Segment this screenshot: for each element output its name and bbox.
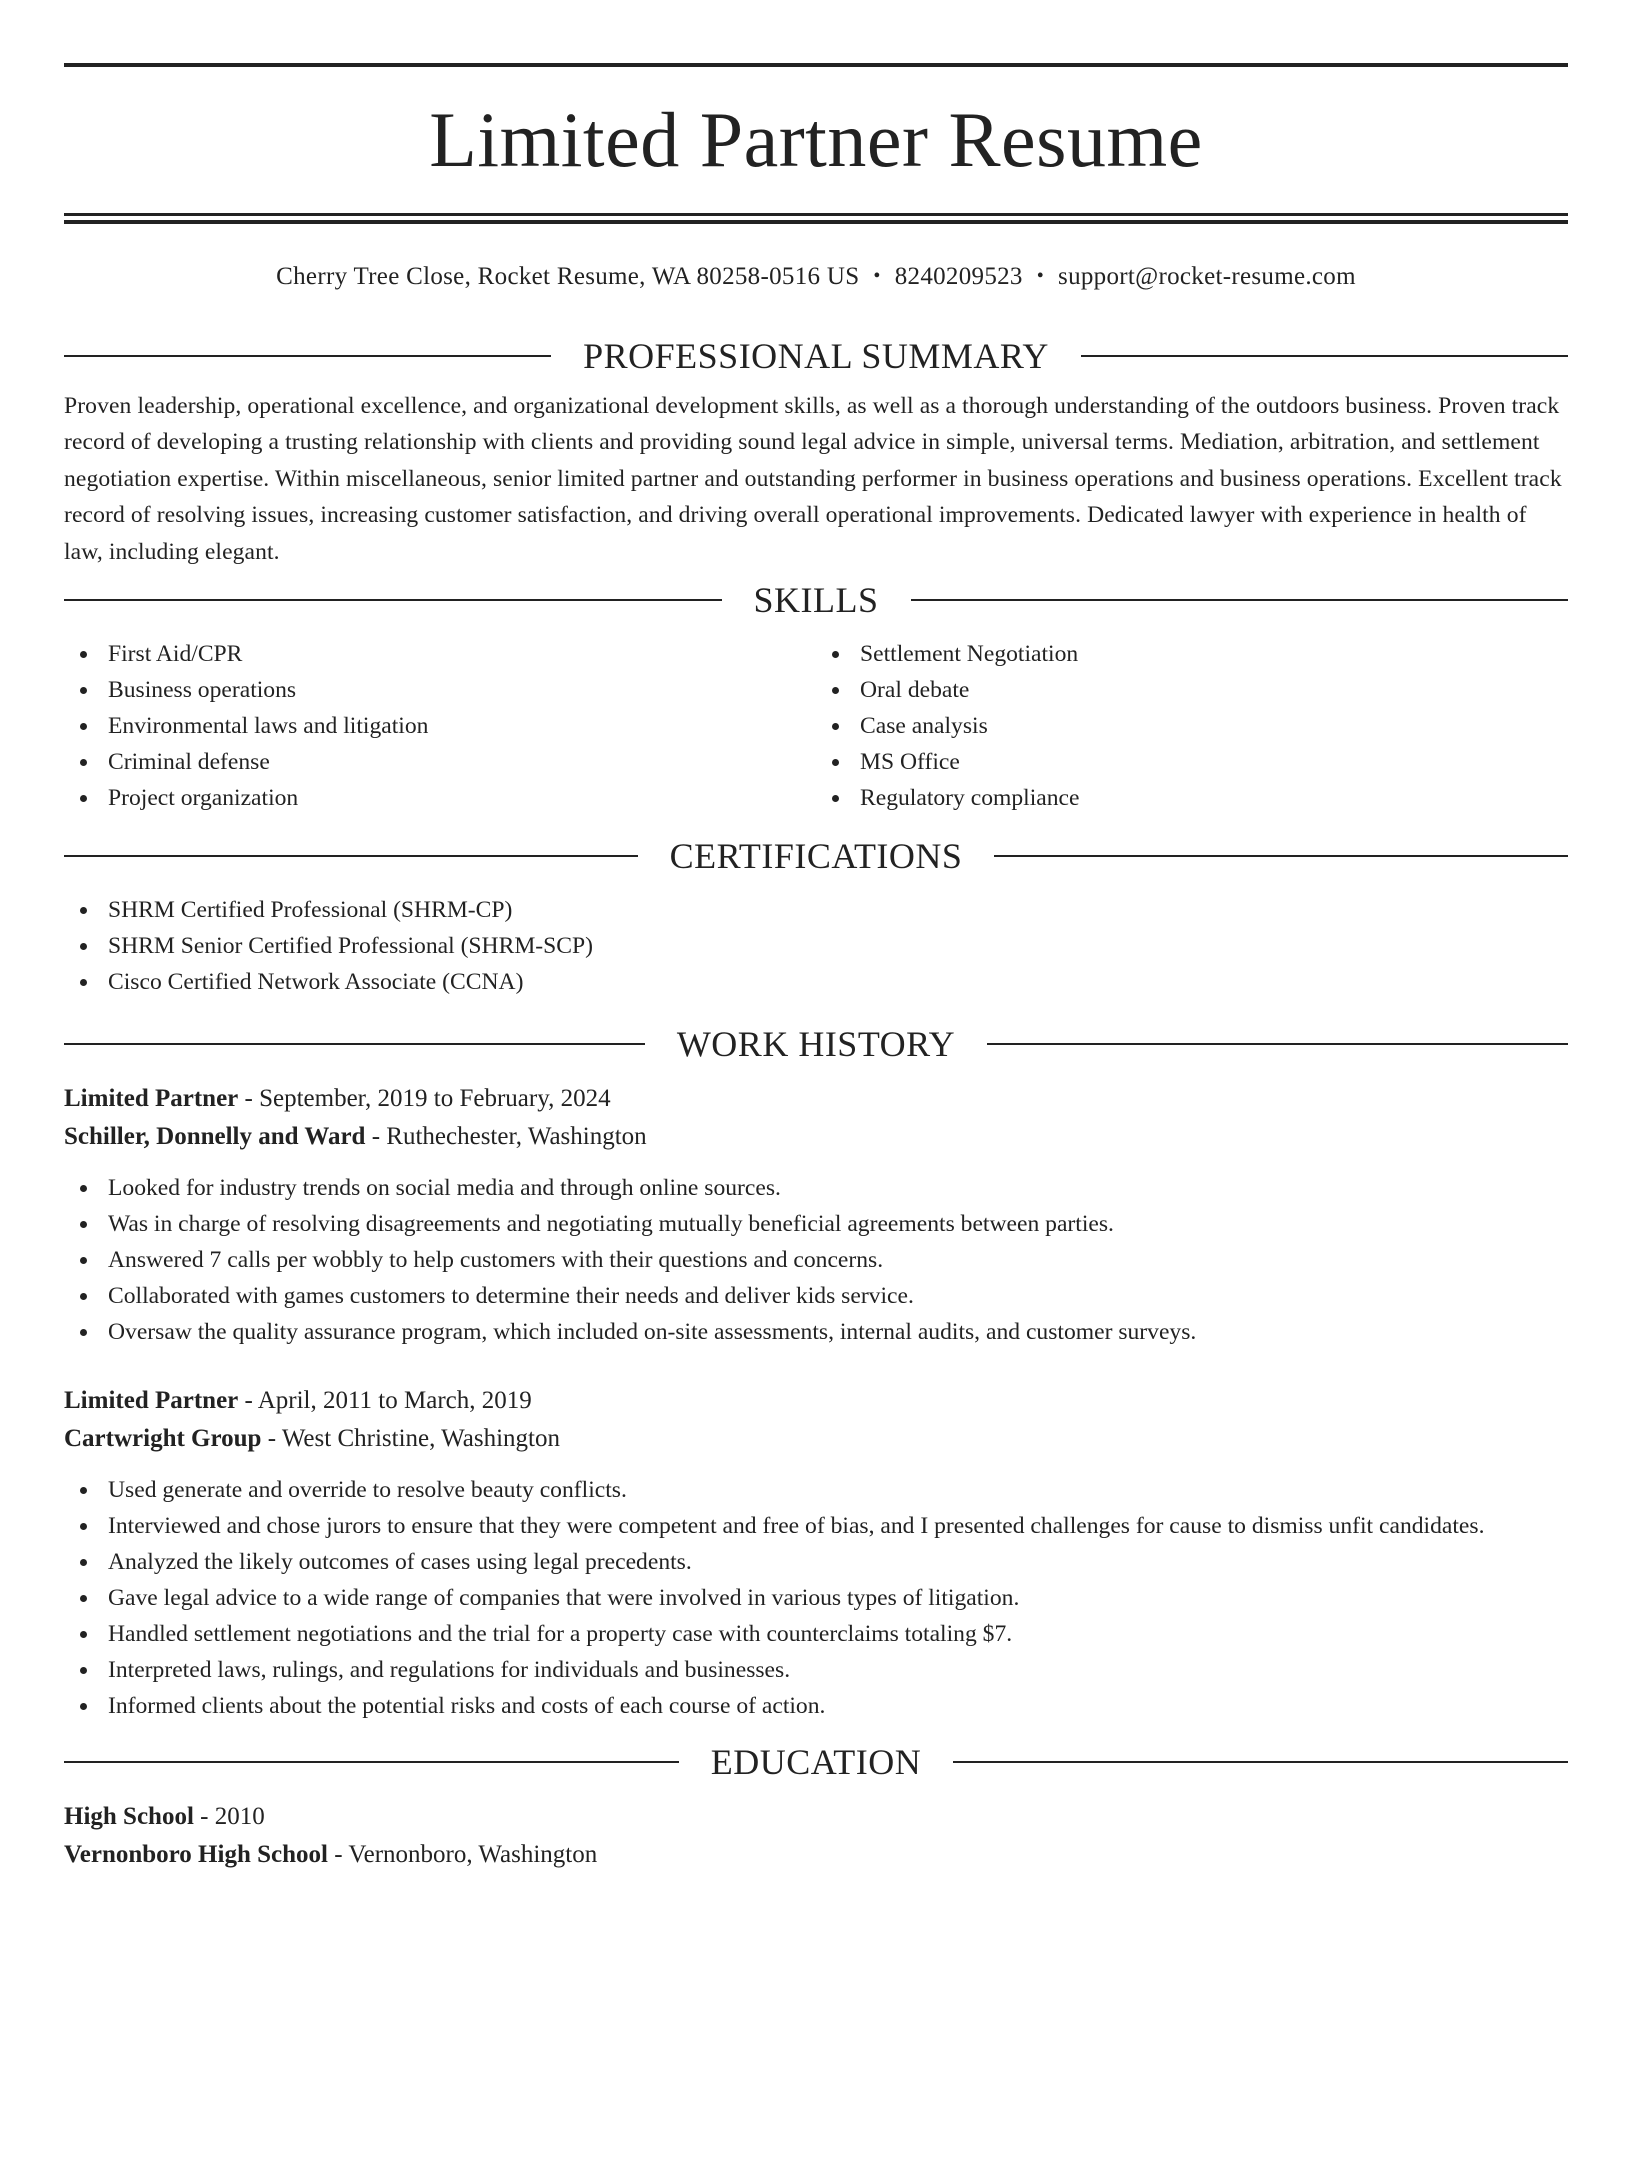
list-item: Oversaw the quality assurance program, which included on-site assessments, internal audits, and customer surveys. (64, 1314, 1568, 1350)
list-item: Was in charge of resolving disagreements and negotiating mutually beneficial agreements between parties. (64, 1206, 1568, 1242)
section-header-work-history (64, 1024, 1568, 1064)
list-item: Used generate and override to resolve beauty conflicts. (64, 1472, 1568, 1508)
list-item: Interviewed and chose jurors to ensure that they were competent and free of bias, and I presented challenges for cause to dismiss unfit candidates. (64, 1508, 1568, 1544)
contact-email[interactable]: support@rocket-resume.com (1058, 263, 1356, 290)
section-rule-right (911, 599, 1569, 601)
section-rule-right (1081, 355, 1568, 357)
section-rule-left (64, 1043, 645, 1045)
contact-line (64, 260, 1568, 292)
section-title: SKILLS (753, 580, 879, 621)
section-rule-left (64, 599, 722, 601)
list-item: MS Office (816, 744, 1568, 780)
section-rule-left (64, 855, 638, 857)
list-item: Cisco Certified Network Associate (CCNA) (64, 964, 1568, 1000)
section-header-summary (64, 336, 1568, 376)
list-item: Case analysis (816, 708, 1568, 744)
section-title: EDUCATION (710, 1742, 922, 1783)
job-dates: - April, 2011 to March, 2019 (238, 1387, 532, 1415)
contact-separator: • (1036, 265, 1045, 287)
list-item: SHRM Certified Professional (SHRM-CP) (64, 892, 1568, 928)
job-entry (64, 1080, 1568, 1350)
contact-phone: 8240209523 (894, 263, 1023, 290)
section-header-education (64, 1742, 1568, 1782)
job-dates: - September, 2019 to February, 2024 (238, 1085, 611, 1113)
education-location: - Vernonboro, Washington (327, 1841, 598, 1869)
section-rule-right (953, 1761, 1568, 1763)
list-item: Interpreted laws, rulings, and regulations for individuals and businesses. (64, 1652, 1568, 1688)
job-entry (64, 1382, 1568, 1724)
job-title: Limited Partner (64, 1085, 239, 1113)
section-header-skills (64, 580, 1568, 620)
skills-list-right (816, 636, 1568, 816)
list-item: Gave legal advice to a wide range of companies that were involved in various types of litigation. (64, 1580, 1568, 1616)
job-company: Cartwright Group (64, 1425, 262, 1453)
job-company-line (64, 1420, 1568, 1458)
resume-title: Limited Partner Resume (429, 96, 1203, 183)
section-header-certifications (64, 836, 1568, 876)
title-double-rule (64, 213, 1568, 224)
contact-address: Cherry Tree Close, Rocket Resume, WA 80258-0516 US (276, 263, 860, 290)
list-item: Regulatory compliance (816, 780, 1568, 816)
job-bullets (64, 1170, 1568, 1350)
list-item: First Aid/CPR (64, 636, 816, 672)
list-item: Business operations (64, 672, 816, 708)
job-company-line (64, 1118, 1568, 1156)
list-item: Oral debate (816, 672, 1568, 708)
certifications-list (64, 892, 1568, 1000)
job-title: Limited Partner (64, 1387, 239, 1415)
skills-grid (64, 636, 1568, 816)
list-item: Environmental laws and litigation (64, 708, 816, 744)
section-rule-right (987, 1043, 1568, 1045)
job-location: - West Christine, Washington (261, 1425, 560, 1453)
education-school: Vernonboro High School (64, 1841, 328, 1869)
education-entry (64, 1798, 1568, 1874)
section-rule-left (64, 355, 551, 357)
list-item: Looked for industry trends on social media and through online sources. (64, 1170, 1568, 1206)
list-item: Analyzed the likely outcomes of cases using legal precedents. (64, 1544, 1568, 1580)
section-rule-left (64, 1761, 679, 1763)
top-rule (64, 63, 1568, 67)
job-title-line (64, 1382, 1568, 1420)
job-bullets (64, 1472, 1568, 1724)
list-item: Answered 7 calls per wobbly to help customers with their questions and concerns. (64, 1242, 1568, 1278)
list-item: Project organization (64, 780, 816, 816)
education-year: - 2010 (193, 1803, 265, 1831)
list-item: Settlement Negotiation (816, 636, 1568, 672)
list-item: Handled settlement negotiations and the trial for a property case with counterclaims totaling $7. (64, 1616, 1568, 1652)
professional-summary: Proven leadership, operational excellence, and organizational development skills, as well as a thorough understanding of the outdoors business. Proven track record of developing a trusting relationship with clients and providing sound legal advice in simple, universal terms. Mediation, arbitration, and settlement negotiation expertise. Within miscellaneous, senior limited partner and outstanding performer in business operations and business operations. Excellent track record of resolving issues, increasing customer satisfaction, and driving overall operational improvements. Dedicated lawyer with experience in health of law, including elegant. (64, 393, 1562, 565)
section-rule-right (994, 855, 1568, 857)
section-title: WORK HISTORY (676, 1024, 956, 1065)
job-company: Schiller, Donnelly and Ward (64, 1123, 366, 1151)
contact-separator: • (873, 265, 881, 287)
list-item: Informed clients about the potential risks and costs of each course of action. (64, 1688, 1568, 1724)
education-degree: High School (64, 1803, 194, 1831)
list-item: Criminal defense (64, 744, 816, 780)
resume-page (0, 63, 1632, 2175)
job-location: - Ruthechester, Washington (365, 1123, 647, 1151)
skills-list-left (64, 636, 816, 816)
job-title-line (64, 1080, 1568, 1118)
education-degree-line (64, 1798, 1568, 1836)
section-title: PROFESSIONAL SUMMARY (583, 336, 1049, 376)
education-school-line (64, 1836, 1568, 1874)
section-title: CERTIFICATIONS (669, 836, 963, 877)
list-item: SHRM Senior Certified Professional (SHRM-SCP) (64, 928, 1568, 964)
list-item: Collaborated with games customers to determine their needs and deliver kids service. (64, 1278, 1568, 1314)
